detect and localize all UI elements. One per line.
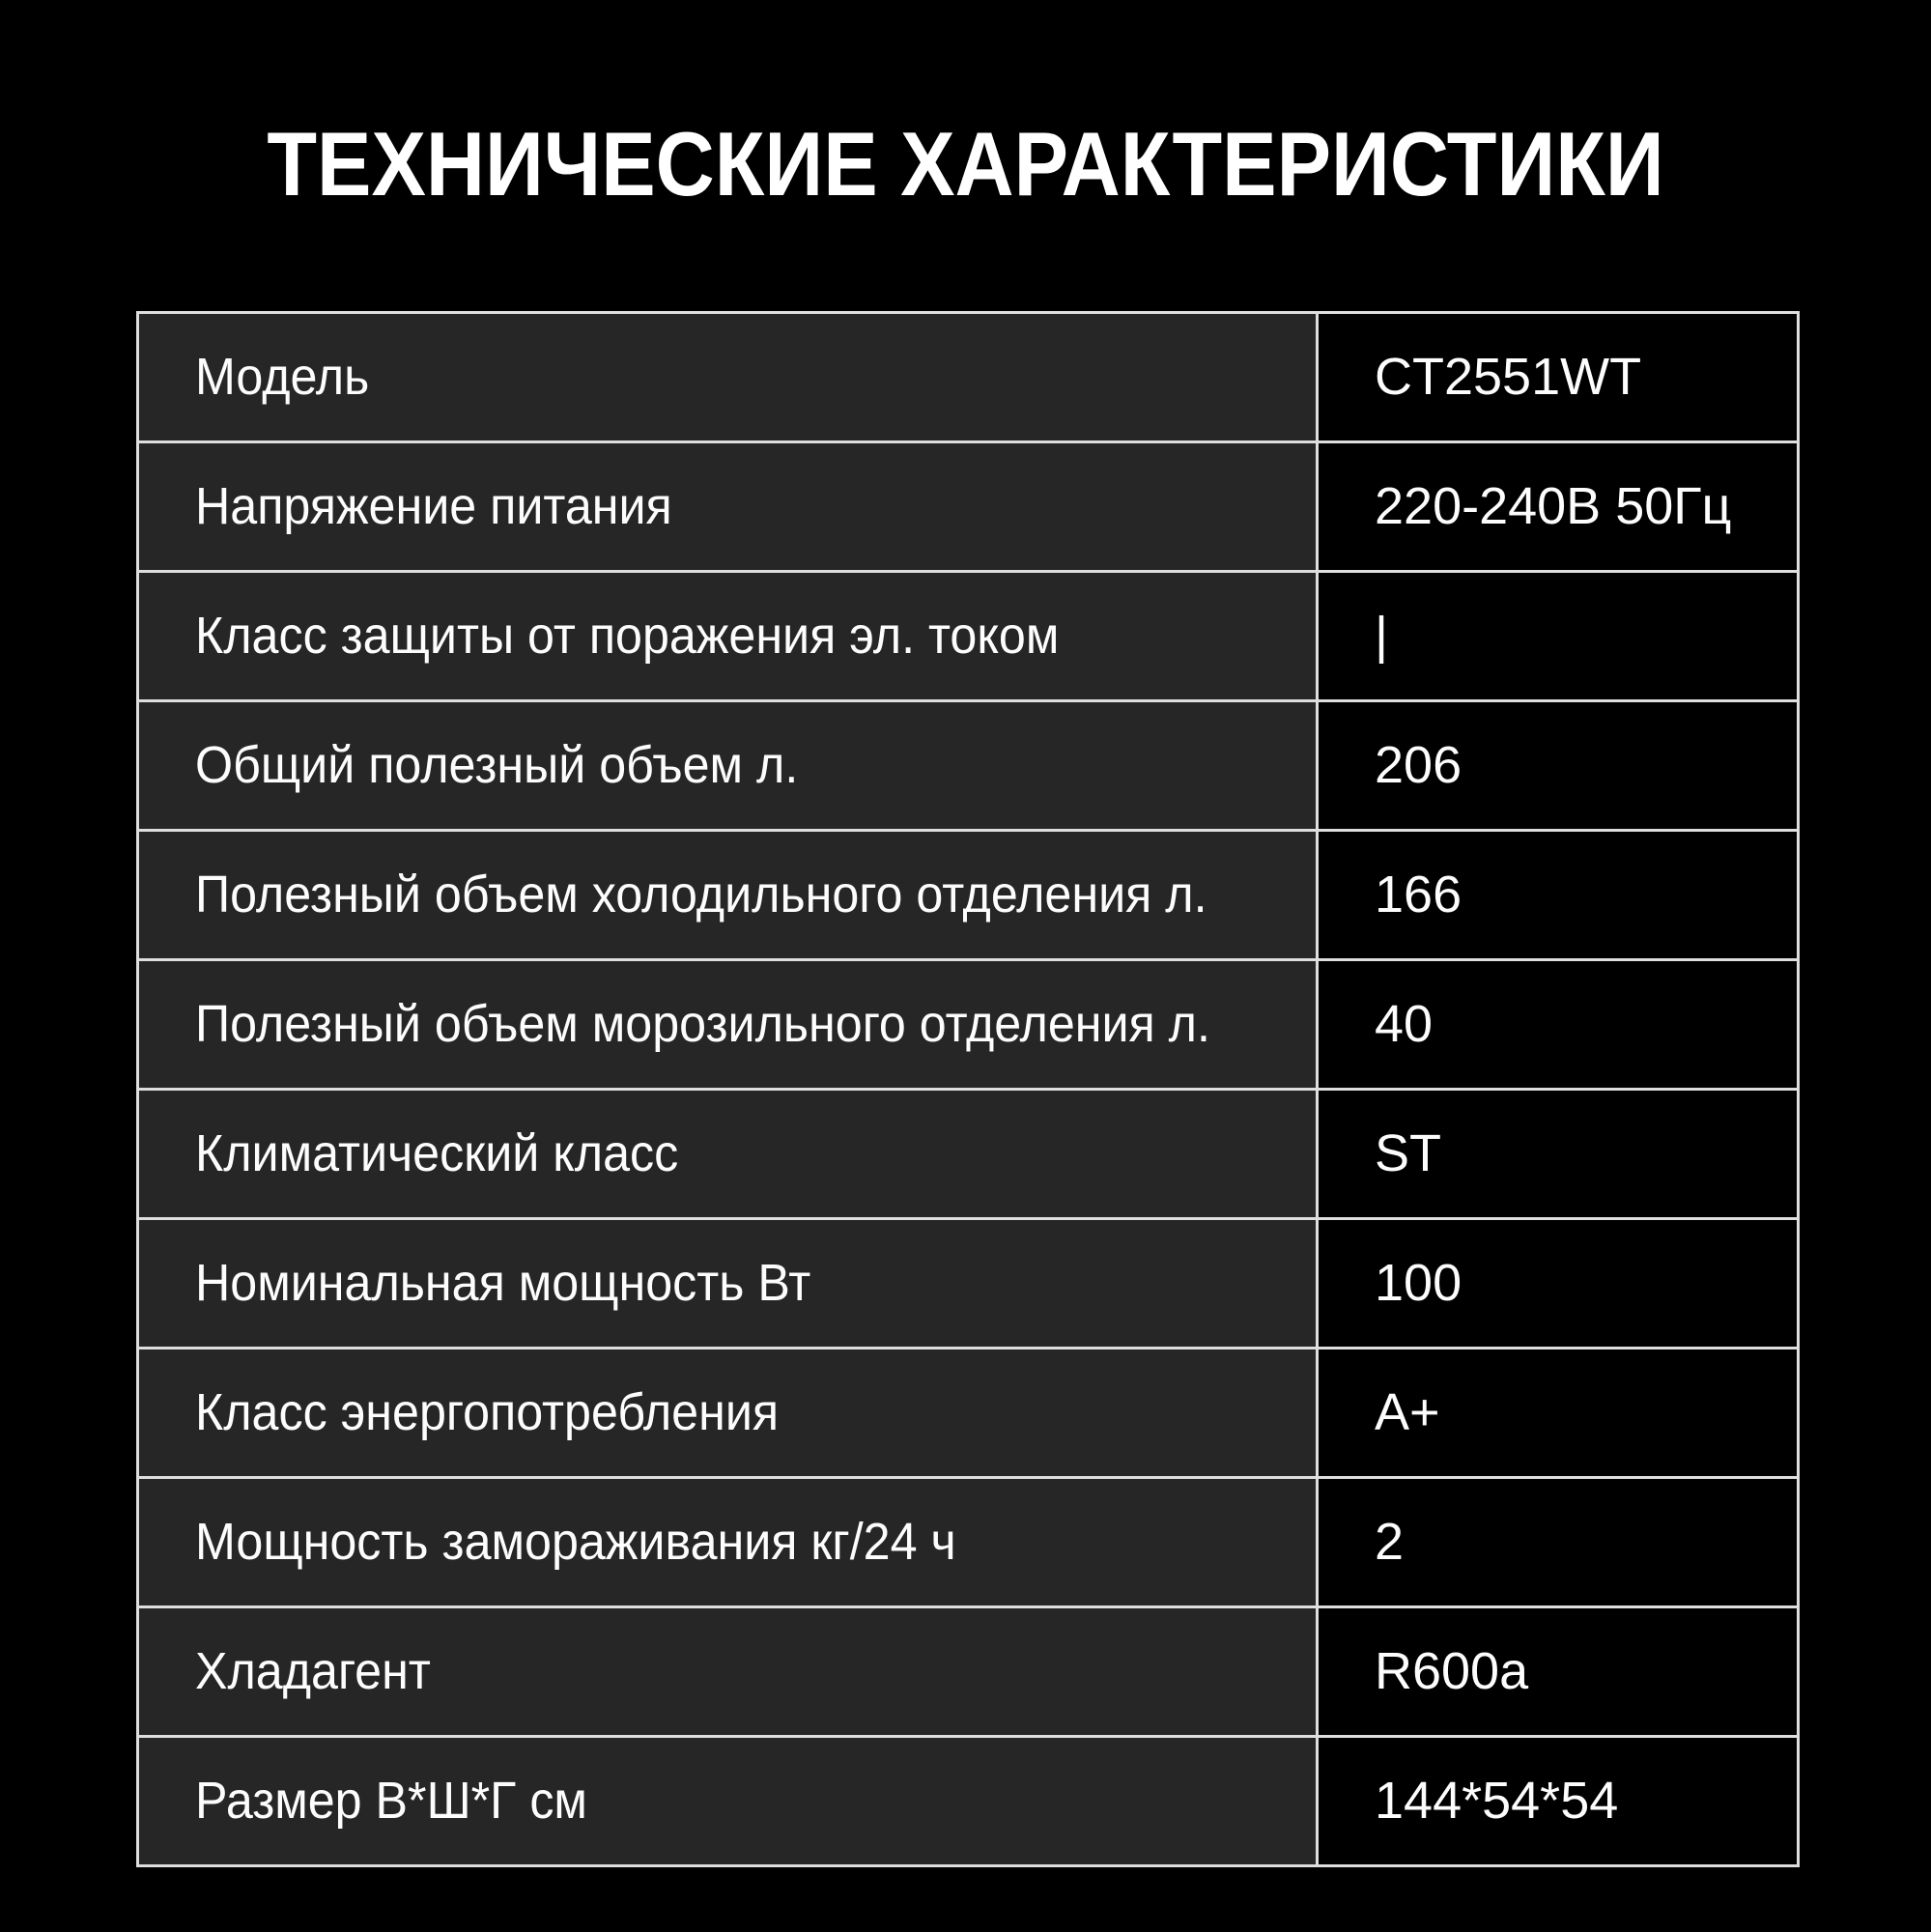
table-row — [138, 831, 1799, 960]
spec-value: 166 — [1375, 865, 1462, 923]
spec-label-cell — [138, 1478, 1318, 1607]
spec-value: | — [1375, 606, 1389, 665]
table-row — [138, 1478, 1799, 1607]
spec-label: Номинальная мощность Вт — [195, 1253, 811, 1312]
table-row — [138, 313, 1799, 442]
spec-value: CT2551WT — [1375, 347, 1642, 406]
table-row — [138, 1349, 1799, 1478]
spec-value-cell — [1318, 1090, 1799, 1219]
spec-label: Класс энергопотребления — [195, 1382, 780, 1441]
spec-label-cell — [138, 1737, 1318, 1866]
spec-value-cell — [1318, 313, 1799, 442]
spec-value: 2 — [1375, 1512, 1405, 1571]
spec-label-cell — [138, 572, 1318, 701]
spec-label: Климатический класс — [195, 1123, 679, 1182]
spec-label-cell — [138, 701, 1318, 831]
spec-value: 40 — [1375, 994, 1434, 1053]
page-title-text: ТЕХНИЧЕСКИЕ ХАРАКТЕРИСТИКИ — [267, 113, 1664, 214]
page-title — [0, 113, 1931, 214]
table-row — [138, 1607, 1799, 1737]
spec-label: Размер В*Ш*Г см — [195, 1771, 587, 1830]
spec-label: Мощность замораживания кг/24 ч — [195, 1512, 956, 1571]
spec-value-cell — [1318, 1607, 1799, 1737]
spec-label-cell — [138, 313, 1318, 442]
table-row — [138, 572, 1799, 701]
spec-value: ST — [1375, 1123, 1442, 1182]
spec-value-cell — [1318, 831, 1799, 960]
spec-value: R600a — [1375, 1641, 1529, 1700]
spec-label-cell — [138, 1090, 1318, 1219]
spec-value-cell — [1318, 1219, 1799, 1349]
spec-value-cell — [1318, 442, 1799, 572]
spec-label-cell — [138, 1219, 1318, 1349]
specs-table — [136, 311, 1800, 1867]
spec-label-cell — [138, 831, 1318, 960]
spec-label: Модель — [195, 347, 370, 406]
spec-value-cell — [1318, 1737, 1799, 1866]
spec-label: Хладагент — [195, 1641, 431, 1700]
table-row — [138, 442, 1799, 572]
spec-value-cell — [1318, 1349, 1799, 1478]
spec-value-cell — [1318, 572, 1799, 701]
spec-value: 220-240В 50Гц — [1375, 476, 1732, 535]
table-row — [138, 960, 1799, 1090]
spec-value: 144*54*54 — [1375, 1771, 1619, 1830]
table-row — [138, 701, 1799, 831]
spec-value: 100 — [1375, 1253, 1462, 1312]
spec-label: Напряжение питания — [195, 476, 672, 535]
spec-label-cell — [138, 1607, 1318, 1737]
spec-label-cell — [138, 1349, 1318, 1478]
spec-label-cell — [138, 960, 1318, 1090]
spec-value-cell — [1318, 701, 1799, 831]
spec-label: Класс защиты от поражения эл. током — [195, 606, 1060, 665]
spec-label: Общий полезный объем л. — [195, 735, 799, 794]
table-row — [138, 1737, 1799, 1866]
spec-label-cell — [138, 442, 1318, 572]
table-row — [138, 1090, 1799, 1219]
spec-value: 206 — [1375, 735, 1462, 794]
table-row — [138, 1219, 1799, 1349]
spec-label: Полезный объем морозильного отделения л. — [195, 994, 1210, 1053]
spec-value-cell — [1318, 1478, 1799, 1607]
spec-label: Полезный объем холодильного отделения л. — [195, 865, 1207, 923]
spec-value: A+ — [1375, 1382, 1440, 1441]
spec-value-cell — [1318, 960, 1799, 1090]
